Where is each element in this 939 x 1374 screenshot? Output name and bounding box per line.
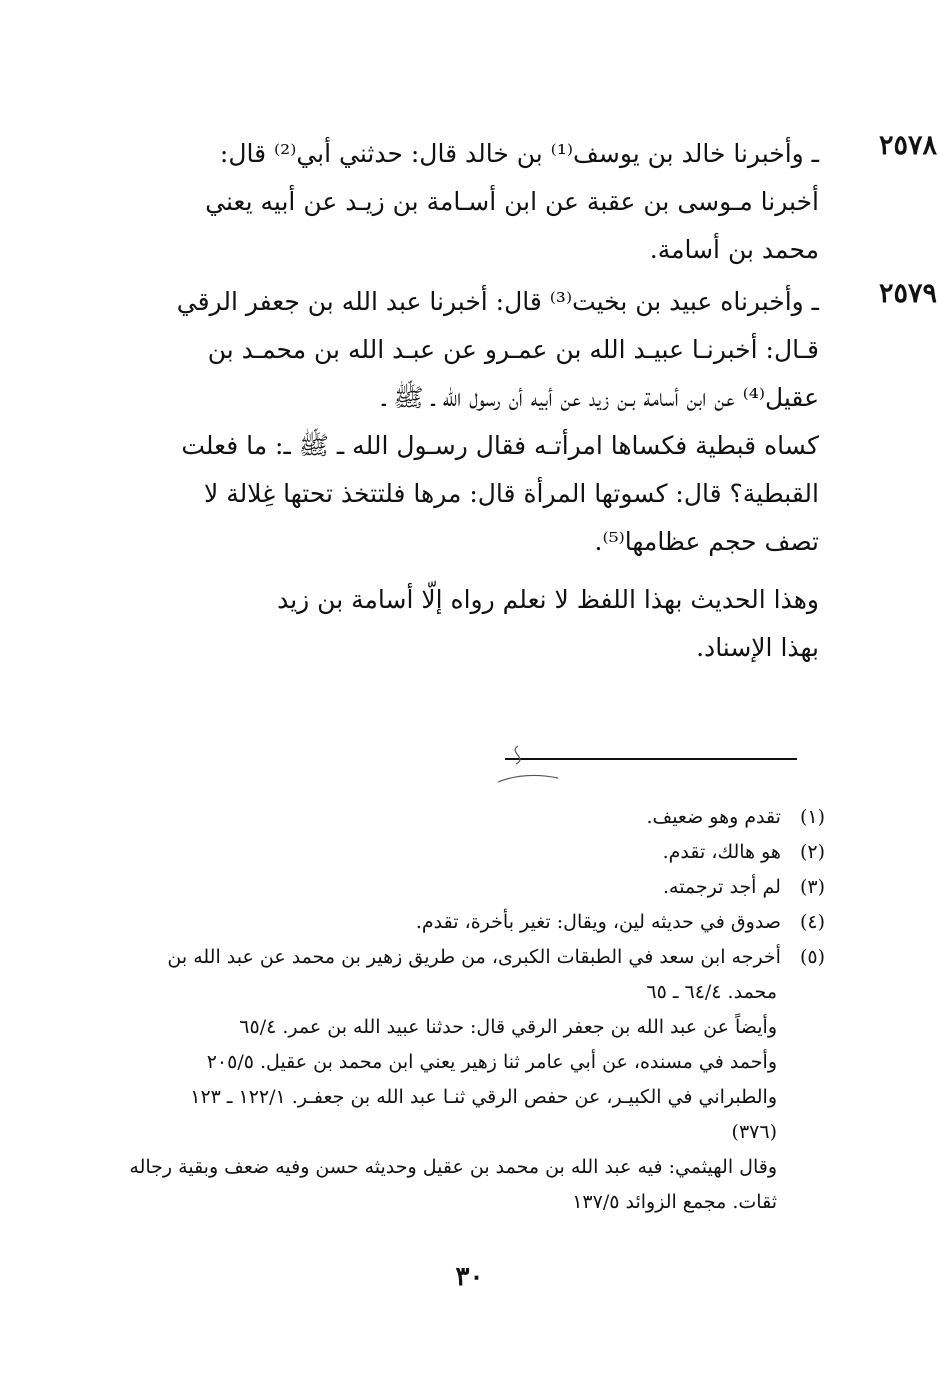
hadith-entry-2578 [119, 130, 937, 274]
footnote-marker: (٢) [799, 841, 825, 863]
footnote-text: صدوق في حديثه لين، ويقال: تغير بأخرة، تقدم. [415, 911, 781, 933]
remark-line: بهذا الإسناد. [696, 633, 819, 662]
hadith-line: أخبرنا مـوسى بن عقبة عن ابن أسـامة بن زيـد عن أبيه يعني [205, 187, 819, 216]
hadith-line: القبطية؟ قال: كسوتها المرأة قال: مرها فلتتخذ تحتها غِلالة لا [204, 479, 819, 508]
footnote-5-line: وأيضاً عن عبد الله بن جعفر الرقي قال: حدثنا عبيد الله بن عمر. ٦٥/٤ [239, 1016, 777, 1038]
footnotes [105, 800, 825, 1220]
author-remark [119, 576, 819, 672]
footnote-marker: (٤) [799, 911, 825, 933]
footnote-marker: (٥) [799, 946, 825, 968]
footnote-5-line: (٣٧٦) [731, 1121, 777, 1143]
footnote-4 [105, 905, 825, 940]
footnote-text: أخرجه ابن سعد في الطبقات الكبرى، من طريق زهير بن محمد عن عبد الله بن [167, 946, 781, 968]
hadith-number: ٢٥٧٨ [878, 130, 937, 161]
footnote-5-line: محمد. ٦٤/٤ ـ ٦٥ [646, 981, 777, 1003]
footnote-5-line: وقال الهيثمي: فيه عبد الله بن محمد بن عقيل وحديثه حسن وفيه ضعف وبقية رجاله [129, 1156, 777, 1178]
footnote-marker: (٣) [799, 876, 825, 898]
footnote-marker: (١) [799, 806, 825, 828]
footnote-5-line: والطبراني في الكبيـر، عن حفص الرقي ثنـا عبد الله بن جعفـر. ١٢٢/١ ـ ١٢٣ [190, 1086, 777, 1108]
hadith-line: تصف حجم عظامها⁽⁵⁾. [594, 527, 819, 556]
footnote-text: هو هالك، تقدم. [662, 841, 781, 863]
page-number: ٣٠ [455, 1262, 484, 1292]
footnote-text: لم أجد ترجمته. [662, 876, 781, 898]
footnote-text: تقدم وهو ضعيف. [646, 806, 781, 828]
footnote-5-line: ثقات. مجمع الزوائد ١٣٧/٥ [572, 1191, 777, 1213]
hadith-line: كساه قبطية فكساها امرأتـه فقال رسـول الله ـ ﷺ ـ: ما فعلت [181, 431, 819, 460]
hadith-line: ـ وأخبرنا خالد بن يوسف⁽¹⁾ بن خالد قال: حدثني أبي⁽²⁾ قال: [219, 139, 819, 168]
hadith-line: محمد بن أسامة. [649, 235, 819, 264]
footnote-3 [105, 870, 825, 905]
hadith-line: قـال: أخبرنـا عبيـد الله بن عمـرو عن عبـد الله بن محمـد بن [207, 335, 819, 364]
footnote-2 [105, 835, 825, 870]
remark-line: وهذا الحديث بهذا اللفظ لا نعلم رواه إلّا أسامة بن زيد [277, 585, 819, 614]
hadith-number: ٢٥٧٩ [878, 278, 937, 309]
hadith-line: ـ وأخبرناه عبيد بن بخيت⁽³⁾ قال: أخبرنا عبد الله بن جعفر الرقي [176, 287, 819, 316]
hadith-line: عقيل⁽⁴⁾ عن ابن أسامة بـن زيد عن أبيه أن رسول الله ـ ﷺ ـ [382, 383, 819, 412]
footnote-1 [105, 800, 825, 835]
handwritten-mark-icon [488, 738, 568, 788]
footnote-5 [105, 940, 825, 975]
footnote-5-line: وأحمد في مسنده، عن أبي عامر ثنا زهير يعني ابن محمد بن عقيل. ٢٠٥/٥ [206, 1051, 777, 1073]
hadith-entry-2579 [119, 278, 937, 566]
